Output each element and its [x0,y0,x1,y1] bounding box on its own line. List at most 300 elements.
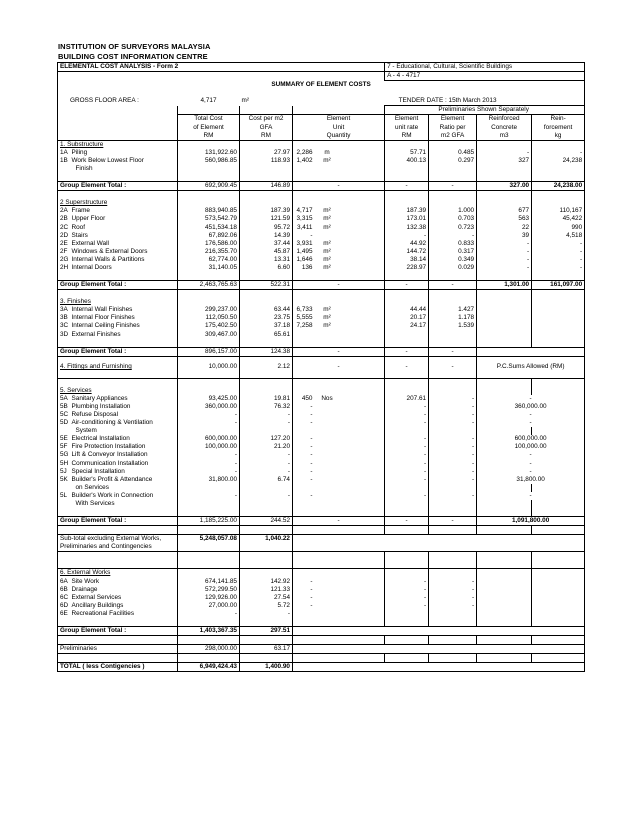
cell [293,535,585,552]
unit-rate: - [385,476,429,484]
element-name: Lift & Conveyor Installation [71,451,148,459]
concrete [477,306,532,314]
column-header-row [58,115,585,124]
cell [477,272,532,281]
concrete: - [477,248,532,256]
column-header-row [58,132,585,141]
element-code: 2D [58,232,70,240]
unit: Nos [321,394,333,402]
element-name: Drainage [71,585,98,593]
total-cost: - [178,468,240,476]
cell [340,484,385,492]
cell [340,264,385,272]
cell [477,140,532,149]
cell [58,618,178,627]
cell [315,272,340,281]
element-name: Internal Doors [71,263,112,271]
ratio: - [429,419,477,427]
element-code: 2A [58,207,70,215]
cost-per-m2: 27.97 [240,149,293,157]
unit [315,602,340,610]
cell [532,552,585,561]
unit [315,460,340,468]
cost-per-m2: - [240,460,293,468]
cell [240,508,293,517]
unit-quantity: 6,733 [293,306,315,314]
table-row [58,264,585,272]
cell [58,484,70,492]
cell [532,387,585,395]
table-row [58,578,585,586]
cell [532,569,585,578]
cell [340,451,385,459]
spacer-row [58,508,585,517]
element-code: 1A [58,149,70,157]
element-name: Special Installation [71,467,125,475]
cell [315,618,340,627]
unit: m² [323,223,331,231]
cell [240,387,293,395]
total-cost: 67,892.06 [178,232,240,240]
cell [293,272,315,281]
cell [429,191,477,200]
column-header-concrete: Reinforced [477,115,532,124]
cell [58,115,178,124]
cell [477,560,532,569]
reinforcement: - [532,240,585,248]
cell [477,165,532,173]
group-total-pc: 1,091,800.00 [477,517,585,526]
cell [477,387,532,395]
table-row [58,240,585,248]
concrete: 563 [477,215,532,223]
cell [532,526,585,535]
ratio: 0.833 [429,240,477,248]
table-row [58,419,585,427]
cost-per-m2: 6.74 [240,476,293,484]
cell [340,618,385,627]
cell [315,387,340,395]
cell [429,173,477,182]
cell [532,191,585,200]
unit: m² [323,239,331,247]
building-code: A - 4 - 4717 [385,72,585,81]
group-total-reinf: 161,097.00 [532,281,585,290]
element-name: Piling [71,148,88,156]
cell [340,476,385,484]
cell [340,411,385,419]
element-name: Builder's Profit & Attendance [71,475,153,483]
preliminaries-row: Preliminaries [58,645,178,654]
total-cost: 299,237.00 [178,306,240,314]
cell [293,387,315,395]
cell [178,500,240,508]
element-name-cont: With Services [75,500,115,508]
element-code: 5A [58,395,70,403]
element-code: 5C [58,411,70,419]
cell [385,378,429,387]
total-cost: 883,940.85 [178,207,240,215]
cost-per-m2: 37.18 [240,322,293,330]
element-name: Sanitary Appliances [71,394,128,402]
column-header-ratio: m2 GFA [429,132,477,141]
total-cost: 112,050.50 [178,314,240,322]
unit: m² [323,314,331,322]
cost-per-m2: 5.72 [240,602,293,610]
cell [178,387,240,395]
unit-rate: - [385,356,429,378]
cell [240,427,293,435]
cell [340,500,385,508]
unit [315,403,340,411]
table-row [58,492,585,500]
total-cost: 27,000.00 [178,602,240,610]
cost-per-m2: 187.39 [240,207,293,215]
unit-quantity: 2,286 [293,149,315,157]
cell [340,560,385,569]
group-total-label: Group Element Total : [58,347,178,356]
cell [385,173,429,182]
column-header-ratio: Ratio per [429,124,477,132]
ratio: 0.029 [429,264,477,272]
concrete: 22 [477,224,532,232]
cell [340,602,385,610]
ratio: - [429,435,477,443]
unit-quantity: 1,495 [293,248,315,256]
ratio: 0.703 [429,215,477,223]
cell [293,663,585,672]
section-title: 3. Finishes [58,298,178,306]
element-name: Ancillary Buildings [71,601,124,609]
total-cost: 451,534.18 [178,224,240,232]
group-total-row: Group Element Total : [58,626,178,635]
unit [315,435,340,443]
reinforcement [532,306,585,314]
unit-rate: 187.39 [385,207,429,215]
spacer-row [58,290,585,299]
cell [532,298,585,306]
total-cost: 93,425.00 [178,395,240,403]
unit-quantity: - [293,594,315,602]
cell [240,636,293,645]
gfa-unit: m² [241,97,249,105]
unit-rate: 228.97 [385,264,429,272]
cell [477,654,532,663]
element-name: Plumbing Installation [71,402,131,410]
cell [293,140,315,149]
group-total-concrete: 327.00 [477,182,532,191]
total-cost: 176,586.00 [178,240,240,248]
table-row [58,435,585,443]
cell [429,552,477,561]
cell [340,610,385,618]
table-row [58,395,585,403]
table-row [58,149,585,157]
group-total-cost: 896,157.00 [178,347,240,356]
section-title [58,140,585,149]
unit-quantity: 1,646 [293,256,315,264]
cell [340,569,385,578]
element-cost-table [57,62,585,672]
pc-sums-label: P.C.Sums Allowed (RM) [477,356,585,378]
cell [178,290,240,299]
group-total-rate: - [385,182,429,191]
spacer-row [58,560,585,569]
unit-rate: - [385,578,429,586]
element-name: Stairs [71,231,88,239]
element-code: 2C [58,224,70,232]
cell [240,526,293,535]
cell [385,387,429,395]
cell [293,378,315,387]
unit-quantity: 1,402 [293,157,315,165]
prelim-note: Preliminaries Shown Separately [385,106,585,115]
grand-total-row: TOTAL ( less Contigencies ) [58,663,178,672]
element-code: 2F [58,248,70,256]
gfa-label: GROSS FLOOR AREA : [58,97,178,106]
cell [240,290,293,299]
spacer-row [58,636,585,645]
cell [58,191,178,200]
cost-per-m2: 65.61 [240,331,293,339]
unit-quantity: - [293,356,385,378]
unit-rate: 24.17 [385,322,429,330]
unit: m² [323,207,331,215]
cell [340,636,385,645]
group-total-ratio: - [429,517,477,526]
cell [340,460,385,468]
cell [532,484,585,492]
cell [340,552,385,561]
unit-quantity: - [293,460,315,468]
pc-sum: - [477,419,585,427]
unit-quantity: - [293,492,315,500]
element-code: 5D [58,419,70,427]
spacer-row [58,618,585,627]
group-total-row [58,626,585,635]
unit: m² [323,255,331,263]
element-code: 5B [58,403,70,411]
column-header-cost_per_m2: Cost per m2 [240,115,293,124]
element-name: Windows & External Doors [71,247,148,255]
cell [340,199,385,207]
cell [385,272,429,281]
unit-quantity: 7,258 [293,322,315,330]
pc-sum: 600,000.00 [477,435,585,443]
ratio: - [429,602,477,610]
section-title [58,387,585,395]
ratio: - [429,468,477,476]
cell [385,199,429,207]
section-title [58,199,585,207]
unit-rate: - [385,586,429,594]
element-code: 3D [58,331,70,339]
table-row [58,403,585,411]
element-code: 6B [58,586,70,594]
reinforcement [532,578,585,586]
cell [385,526,429,535]
column-header-reinf: Rein- [532,115,585,124]
cell [340,256,385,264]
cell [178,636,240,645]
column-header-unit_qty: Element [293,115,385,124]
table-row [58,610,585,618]
gfa-value: 4,717 [200,97,217,105]
pc-sum: - [477,460,585,468]
cell [178,199,240,207]
unit-rate [385,331,429,339]
ratio: 1.539 [429,322,477,330]
cell [315,552,340,561]
cell [293,484,315,492]
cell [385,298,429,306]
org-title: INSTITUTION OF SURVEYORS MALAYSIA [58,42,211,51]
unit: m² [323,247,331,255]
element-name: Work Below Lowest Floor [71,156,144,164]
subtotal-label-line: Sub-total excluding External Works, [60,535,162,543]
cell [429,618,477,627]
unit-rate: - [385,411,429,419]
grand-total-row [58,663,585,672]
concrete: - [477,149,532,157]
cell [340,526,385,535]
cell [532,500,585,508]
cell [315,427,340,435]
cell [385,654,429,663]
cell [429,484,477,492]
cell [58,560,178,569]
cell [315,298,340,306]
cell [385,484,429,492]
ratio: - [429,232,477,240]
cell [429,199,477,207]
group-total-ratio: - [429,347,477,356]
column-header-concrete: Concrete [477,124,532,132]
section-4-row [58,356,585,378]
unit-quantity [293,331,315,339]
cell [58,173,178,182]
unit [315,468,340,476]
cell [240,298,293,306]
unit [315,451,340,459]
cell [293,339,315,348]
unit-rate: 173.01 [385,215,429,223]
unit: m [324,148,330,156]
concrete: - [477,240,532,248]
unit-quantity: - [293,578,315,586]
element-name: Communication Installation [71,459,149,467]
building-category: 7 - Educational, Cultural, Scientific Buildings [385,63,585,72]
ratio: - [429,411,477,419]
preliminaries-row [58,645,585,654]
concrete [477,586,532,594]
pc-sum: 31,800.00 [477,476,585,484]
summary-per-m2: 297.51 [240,626,293,635]
unit-quantity [293,610,315,618]
cell [385,339,429,348]
unit [315,443,340,451]
cell [340,322,385,330]
cell [58,526,178,535]
element-code: 1B [58,157,70,165]
unit-rate: 207.61 [385,395,429,403]
reinforcement: 24,238 [532,157,585,165]
cost-per-m2: 95.72 [240,224,293,232]
cell [340,272,385,281]
element-name: Site Work [71,577,100,585]
element-code: 6C [58,594,70,602]
cell [340,191,385,200]
table-row [58,256,585,264]
cell [178,191,240,200]
cost-per-m2: 27.54 [240,594,293,602]
concrete [477,322,532,330]
table-row [58,322,585,330]
cell [385,500,429,508]
unit-rate: 44.44 [385,306,429,314]
total-cost: 10,000.00 [178,356,240,378]
unit-quantity: 4,717 [293,207,315,215]
cell [293,526,315,535]
cell [340,378,385,387]
column-header-row [58,124,585,132]
reinforcement: 990 [532,224,585,232]
column-header-unit_rate: unit rate [385,124,429,132]
cell [477,199,532,207]
unit [315,586,340,594]
cost-per-m2: - [240,411,293,419]
group-total-label: Group Element Total : [58,182,178,191]
cost-per-m2: 21.20 [240,443,293,451]
pc-sum: - [477,411,585,419]
group-total-ratio: - [429,281,477,290]
cell [315,654,340,663]
element-code: 6A [58,578,70,586]
table-row [58,314,585,322]
group-total-ratio: - [429,182,477,191]
cell [58,508,178,517]
table-row [58,248,585,256]
section-title: 5. Services [58,387,178,395]
cell [58,654,178,663]
unit [315,331,340,339]
pc-sum: 360,000.00 [477,403,585,411]
ratio: 0.297 [429,157,477,165]
unit: m² [323,156,331,164]
pc-sum: 100,000.00 [477,443,585,451]
cell [315,500,340,508]
cell [293,500,315,508]
total-cost: - [178,419,240,427]
table-row [58,476,585,484]
cell [178,618,240,627]
ratio: - [429,594,477,602]
ratio: - [429,403,477,411]
ratio: - [429,443,477,451]
cell [240,569,293,578]
group-total-rate: - [385,347,429,356]
concrete: - [477,256,532,264]
cell [58,339,178,348]
cell [477,191,532,200]
reinforcement [532,602,585,610]
cell [385,427,429,435]
cell [293,290,315,299]
cell [315,199,340,207]
pc-sum: - [477,395,585,403]
cost-per-m2: 121.59 [240,215,293,223]
cell [293,508,315,517]
